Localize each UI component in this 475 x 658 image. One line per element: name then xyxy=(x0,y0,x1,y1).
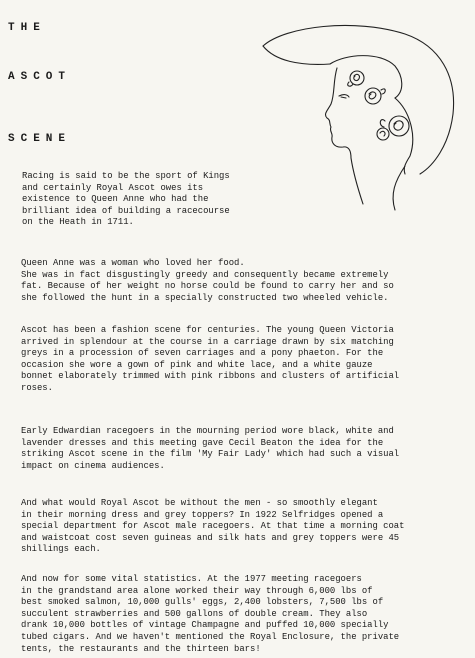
paragraph-edwardian-racegoers: Early Edwardian racegoers in the mourning period wore black, white and lavender dresses and this meeting gave Cecil Beaton the idea for the striking Ascot scene in the film 'My Fair Lady' which had such a visual impact on cinema audiences. xyxy=(21,426,400,471)
title-word-scene: SCENE xyxy=(8,133,72,145)
title-word-the: THE xyxy=(8,22,46,34)
eye xyxy=(339,95,349,97)
paragraph-vital-statistics: And now for some vital statistics. At the 1977 meeting racegoers in the grandstand area alone worked their way through 6,000 lbs of best smoked salmon, 10,000 gulls' eggs, 2,400 lobsters, 7,500 lbs of succulent strawberries and 500 gallons of double cream. They also drank 10,000 bottles of vintage Champagne and puffed 10,000 specially tubed cigars. And we haven't mentioned the Royal Enclosure, the private tents, the restaurants and the thirteen bars! xyxy=(21,574,400,654)
rose-icon-2 xyxy=(365,88,385,104)
rose-icon-4 xyxy=(377,128,389,140)
paragraph-men-morning-dress: And what would Royal Ascot be without the men - so smoothly elegant in their morning dress and grey toppers? In 1922 Selfridges opened a special department for Ascot male racegoers. At that time a morning coat and waistcoat cost seven guineas and silk hats and grey toppers were 45 shillings each. xyxy=(21,498,405,555)
face-profile xyxy=(326,68,351,158)
hat-brim xyxy=(263,25,454,174)
hat-brim-left xyxy=(263,46,330,64)
paragraph-fashion-scene: Ascot has been a fashion scene for centuries. The young Queen Victoria arrived in splendour at the course in a carriage drawn by six matching greys in a procession of seven carriages and a pony phaeton. For the occasion she wore a gown of pink and white lace, and a white gauze bonnet elaborately trimmed with pink ribbons and clusters of artificial roses. xyxy=(21,325,400,393)
title-word-ascot: ASCOT xyxy=(8,71,72,83)
neck xyxy=(351,158,363,204)
lady-in-hat-illustration xyxy=(245,6,455,211)
paragraph-queen-anne: Queen Anne was a woman who loved her food. She was in fact disgustingly greedy and consequently became extremely fat. Because of her weight no horse could be found to carry her and so she followed the hunt in a specially constructed two wheeled vehicle. xyxy=(21,258,394,303)
paragraph-royal-ascot-origin: Racing is said to be the sport of Kings and certainly Royal Ascot owes its existence to Queen Anne who had the brilliant idea of building a racecourse on the Heath in 1711. xyxy=(22,171,230,228)
rose-icon-1 xyxy=(348,71,364,86)
